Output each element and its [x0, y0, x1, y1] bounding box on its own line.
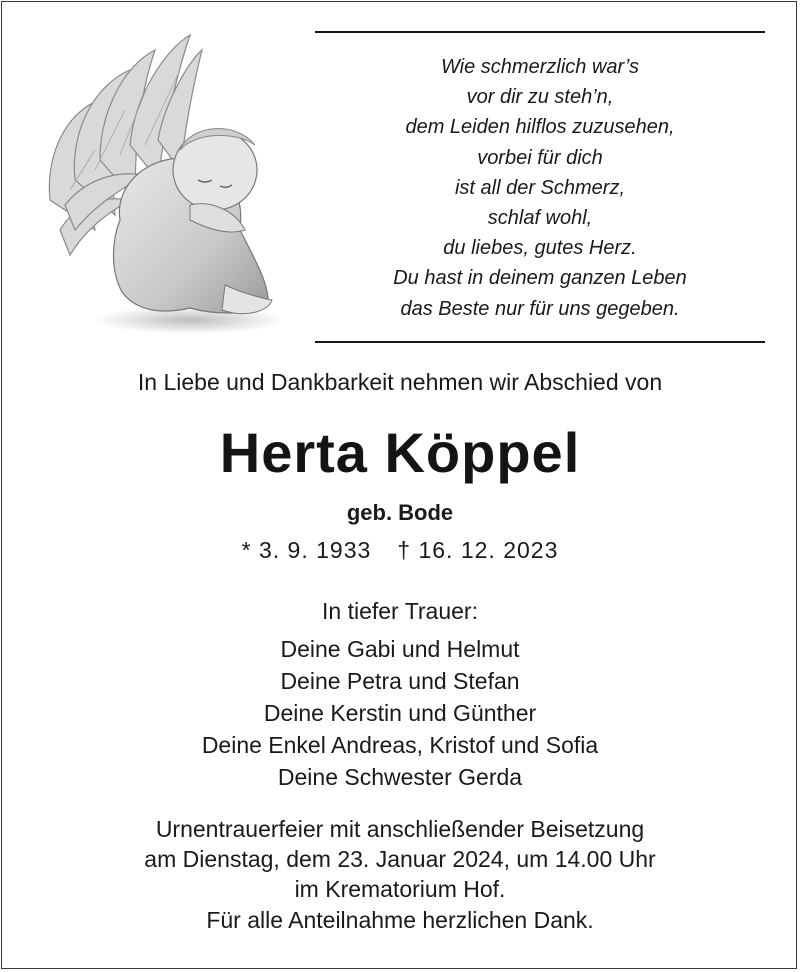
poem-line: ist all der Schmerz,	[454, 176, 626, 199]
life-dates	[0, 537, 800, 564]
poem-line: du liebes, gutes Herz.	[443, 237, 637, 260]
service-line: im Krematorium Hof.	[294, 876, 506, 902]
funeral-service-info	[0, 814, 800, 904]
mourner-name: Deine Petra und Stefan	[280, 668, 520, 694]
farewell-intro: In Liebe und Dankbarkeit nehmen wir Abschied von	[137, 369, 663, 395]
mourner-name: Deine Kerstin und Günther	[263, 700, 537, 726]
poem-line: Wie schmerzlich war’s	[440, 56, 639, 78]
death-date: † 16. 12. 2023	[397, 537, 559, 563]
mourner-name: Deine Schwester Gerda	[277, 764, 523, 790]
poem-line: schlaf wohl,	[487, 207, 593, 230]
birth-date: * 3. 9. 1933	[241, 537, 372, 563]
deceased-name: Herta Köppel	[219, 421, 581, 484]
service-line: am Dienstag, dem 23. Januar 2024, um 14.00 Uhr	[144, 846, 656, 872]
poem-line: vor dir zu steh’n,	[466, 86, 614, 109]
mourners-block	[0, 595, 800, 793]
poem-line: vorbei für dich	[477, 146, 603, 169]
poem	[315, 52, 765, 324]
maiden-name: geb. Bode	[346, 500, 454, 525]
poem-bottom-rule	[315, 341, 765, 343]
poem-top-rule	[315, 31, 765, 33]
mourner-name: Deine Enkel Andreas, Kristof und Sofia	[201, 732, 599, 758]
mourners-heading: In tiefer Trauer:	[322, 598, 478, 624]
service-line: Urnentrauerfeier mit anschließender Beisetzung	[155, 816, 645, 842]
mourner-name: Deine Gabi und Helmut	[280, 636, 520, 662]
poem-line: dem Leiden hilflos zuzusehen,	[405, 116, 675, 139]
poem-line: das Beste nur für uns gegeben.	[400, 297, 680, 320]
thanks-line: Für alle Anteilnahme herzlichen Dank.	[206, 907, 594, 933]
sleeping-angel-image	[40, 30, 280, 340]
poem-line: Du hast in deinem ganzen Leben	[393, 267, 687, 290]
